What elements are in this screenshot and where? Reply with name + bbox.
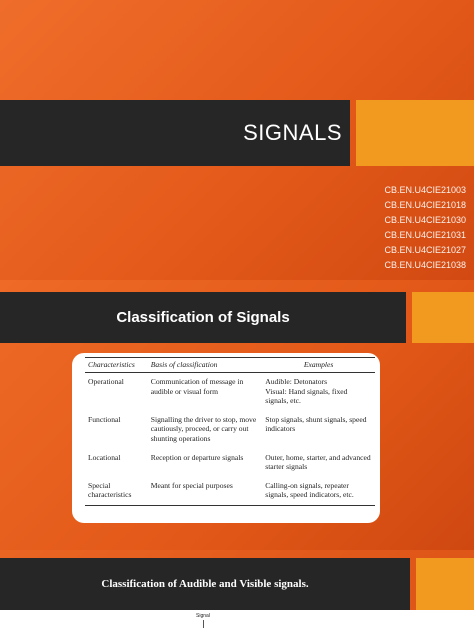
table-header-row — [85, 358, 375, 373]
diagram-root-label: Signal — [196, 613, 210, 619]
student-id: CB.EN.U4CIE21038 — [384, 260, 466, 270]
table-row — [85, 449, 375, 477]
header-characteristics: Characteristics — [85, 358, 148, 373]
header-basis: Basis of classification — [148, 358, 262, 373]
student-id: CB.EN.U4CIE21018 — [384, 200, 466, 210]
cell-characteristic: Special characteristics — [85, 477, 148, 506]
audible-visible-accent-block — [416, 558, 474, 610]
signal-tree-diagram — [0, 610, 474, 632]
student-id: CB.EN.U4CIE21030 — [384, 215, 466, 225]
header-examples: Examples — [262, 358, 375, 373]
cell-characteristic: Operational — [88, 377, 124, 386]
table-row — [85, 477, 375, 506]
table-row — [85, 411, 375, 449]
cell-basis: Communication of message in audible or visual form — [150, 377, 244, 396]
cell-examples: Outer, home, starter, and advanced starter signals — [265, 452, 371, 472]
student-id: CB.EN.U4CIE21031 — [384, 230, 466, 240]
student-id: CB.EN.U4CIE21027 — [384, 245, 466, 255]
cell-examples: Stop signals, shunt signals, speed indicators — [265, 414, 367, 434]
student-id-list — [384, 183, 466, 273]
title-bar — [0, 100, 350, 166]
diagram-connector — [203, 620, 204, 628]
cell-basis: Signalling the driver to stop, move cautiously, proceed, or carry out shunting operations — [150, 414, 257, 443]
cell-characteristic: Locational — [88, 452, 121, 462]
slide-title-text: SIGNALS — [243, 120, 342, 145]
cell-basis: Reception or departure signals — [150, 452, 244, 462]
classification-accent-block — [412, 292, 474, 343]
title-accent-block — [356, 100, 474, 166]
slide-audible-visible — [0, 550, 474, 632]
cell-characteristic: Functional — [88, 414, 121, 424]
classification-title: Classification of Signals — [116, 309, 290, 326]
cell-examples: Calling-on signals, repeater signals, speed indicators, etc. — [262, 477, 375, 506]
classification-table-card — [72, 353, 380, 523]
classification-title-bar — [0, 292, 406, 343]
classification-table — [85, 357, 375, 506]
table-row — [85, 373, 375, 411]
audible-visible-title: Classification of Audible and Visible signals. — [101, 578, 309, 590]
audible-visible-title-bar — [0, 558, 410, 610]
slide-title — [0, 0, 474, 280]
slide-classification — [0, 280, 474, 550]
cell-examples: Audible: Detonators Visual: Hand signals, fixed signals, etc. — [265, 377, 348, 406]
cell-basis: Meant for special purposes — [148, 477, 262, 506]
student-id: CB.EN.U4CIE21003 — [384, 185, 466, 195]
